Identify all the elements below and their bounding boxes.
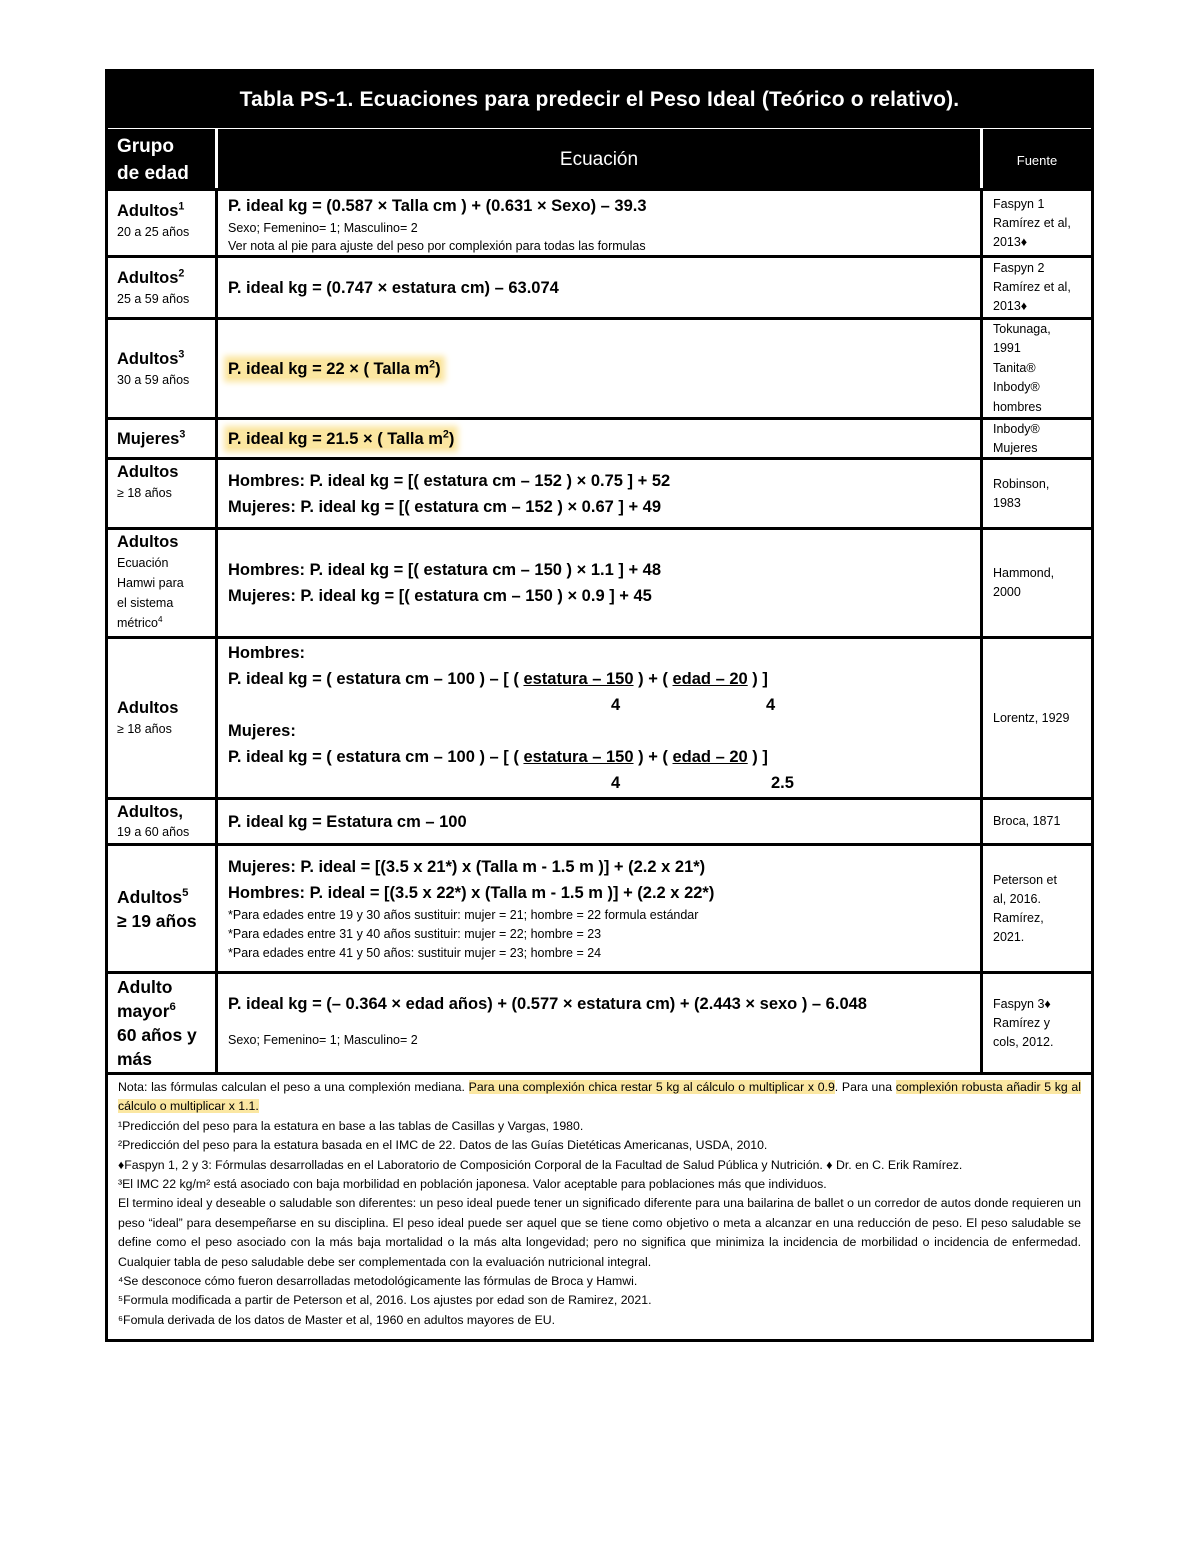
source-cell: [983, 639, 1091, 797]
source-line: Peterson et: [993, 872, 1057, 887]
group-cell: [108, 974, 218, 1072]
source-line: Robinson,: [993, 476, 1050, 491]
equation-women: [228, 744, 980, 770]
numerator: estatura – 150: [523, 670, 634, 688]
age-range: ≥ 19 años: [117, 910, 197, 931]
group-name: mayor: [117, 1001, 170, 1021]
age-range: 20 a 25 años: [117, 225, 190, 239]
denominator: 4: [611, 774, 621, 792]
equation-text: P. ideal kg = 21.5 × ( Talla m: [228, 429, 443, 448]
equation-text: P. ideal kg = ( estatura cm – 100 ) – [ (: [228, 670, 524, 688]
equation-cell: [218, 530, 983, 636]
table-row: [108, 188, 1091, 255]
source-cell: [983, 974, 1091, 1072]
footnote-2: ²Predicción del peso para la estatura basada en el IMC de 22. Datos de las Guías Dietéticas Americanas, USDA, 2010.: [118, 1138, 768, 1153]
source-line: Tokunaga,: [993, 321, 1051, 336]
table-row: [108, 317, 1091, 417]
table-row: [108, 797, 1091, 843]
source-line: Ramírez y: [993, 1015, 1050, 1030]
equation-women: Mujeres: P. ideal = [(3.5 x 21*) x (Talla m - 1.5 m )] + (2.2 x 21*): [228, 858, 706, 876]
source-line: Ramírez et al,: [993, 280, 1071, 294]
equation-note: Sexo; Femenino= 1; Masculino= 2: [228, 1033, 418, 1047]
equation-text: ): [435, 359, 441, 378]
source-cell: [983, 420, 1091, 457]
equation-cell: [218, 460, 983, 527]
equation-men: Hombres: P. ideal kg = [( estatura cm – 150 ) × 1.1 ] + 48: [228, 561, 662, 579]
equation: P. ideal kg = (0.587 × Talla cm ) + (0.631 × Sexo) – 39.3: [228, 197, 647, 215]
equation-women-label: Mujeres:: [228, 722, 296, 740]
footnote-1: ¹Predicción del peso para la estatura en base a las tablas de Casillas y Vargas, 1980.: [118, 1118, 584, 1133]
header-source: [983, 129, 1091, 191]
source-line: 2013♦: [993, 299, 1028, 313]
group-name: Adultos: [117, 886, 183, 907]
age-range: 19 a 60 años: [117, 825, 190, 839]
group-name: Adultos: [117, 533, 179, 551]
exponent: 2: [429, 358, 436, 370]
group-cell: [108, 846, 218, 971]
note-text: Nota: las fórmulas calculan el peso a una complexión mediana.: [118, 1080, 469, 1094]
group-cell: [108, 800, 218, 843]
denominators: [228, 770, 980, 796]
footnote-mark: 6: [169, 1001, 176, 1014]
source-line: hombres: [993, 399, 1042, 414]
numerator: estatura – 150: [523, 748, 634, 766]
age-range: 30 a 59 años: [117, 372, 190, 387]
group-name: Adultos,: [117, 803, 183, 821]
equation-men: [228, 666, 980, 692]
source-line: 1991: [993, 341, 1021, 356]
group-name: Adultos: [117, 463, 179, 481]
header-group: [108, 129, 218, 191]
numerator: edad – 20: [672, 670, 748, 688]
equation-note: *Para edades entre 41 y 50 años: sustituir mujer = 23; hombre = 24: [228, 946, 602, 960]
footnote-mark: 3: [178, 348, 185, 360]
table-row: [108, 971, 1091, 1072]
table-row: [108, 527, 1091, 636]
source-line: Ramírez,: [993, 910, 1044, 925]
weight-equation-table: [105, 69, 1094, 1342]
equation-cell: [218, 320, 983, 417]
header-group-line1: Grupo: [117, 136, 174, 157]
source-line: 1983: [993, 495, 1021, 510]
age-range: ≥ 18 años: [117, 722, 172, 736]
source-cell: [983, 191, 1091, 255]
equation-text: ) ]: [747, 748, 768, 766]
group-cell: [108, 420, 218, 457]
source-line: Tanita®: [993, 360, 1036, 375]
footnotes: [108, 1072, 1091, 1330]
footnote-6: ⁶Fomula derivada de los datos de Master et al, 1960 en adultos mayores de EU.: [118, 1312, 556, 1327]
equation-women: Mujeres: P. ideal kg = [( estatura cm – 150 ) × 0.9 ] + 45: [228, 587, 652, 605]
table-row: [108, 417, 1091, 457]
group-detail: el sistema: [117, 596, 174, 610]
note-text: . Para una: [834, 1080, 896, 1094]
footnote-3: ³El IMC 22 kg/m² está asociado con baja morbilidad en población japonesa. Valor aceptable para poblaciones más que individuos.: [118, 1177, 827, 1192]
header-equation-label: Ecuación: [559, 149, 639, 170]
source-cell: [983, 530, 1091, 636]
source-cell: [983, 846, 1091, 971]
equation-note: Ver nota al pie para ajuste del peso por complexión para todas las formulas: [228, 239, 646, 253]
source-cell: [983, 258, 1091, 317]
equation-note: Sexo; Femenino= 1; Masculino= 2: [228, 221, 418, 235]
denominator: 4: [766, 696, 776, 714]
group-name: Adulto: [117, 977, 173, 997]
equation-text: P. ideal kg = 22 × ( Talla m: [228, 359, 430, 378]
equation-women: Mujeres: P. ideal kg = [( estatura cm – 152 ) × 0.67 ] + 49: [228, 497, 662, 516]
equation-cell: [218, 420, 983, 457]
source-line: Inbody®: [993, 380, 1040, 395]
denominators: [228, 692, 980, 718]
footnote-mark: 1: [178, 200, 185, 213]
equation-text: P. ideal kg = ( estatura cm – 100 ) – [ (: [228, 748, 524, 766]
table-row: [108, 255, 1091, 317]
group-cell: [108, 191, 218, 255]
equation: P. ideal kg = (– 0.364 × edad años) + (0.577 × estatura cm) + (2.443 × sexo ) – 6.048: [228, 995, 867, 1013]
footnote-mark: 3: [179, 428, 186, 440]
table-row: [108, 843, 1091, 971]
equation-highlighted: [228, 426, 980, 452]
equation-text: ) + (: [633, 670, 673, 688]
group-name: Adultos: [117, 202, 179, 220]
header-source-label: Fuente: [1016, 152, 1058, 168]
group-name: Mujeres: [117, 429, 180, 448]
source-line: 2000: [993, 585, 1021, 599]
equation-highlighted: [228, 356, 980, 382]
age-range: 60 años y: [117, 1025, 197, 1045]
equation-cell: [218, 846, 983, 971]
table-title: Tabla PS-1. Ecuaciones para predecir el Peso Ideal (Teórico o relativo).: [108, 72, 1091, 128]
source-line: Faspyn 2: [993, 261, 1045, 275]
equation-men: Hombres: P. ideal kg = [( estatura cm – 152 ) × 0.75 ] + 52: [228, 471, 671, 490]
age-range: más: [117, 1049, 153, 1069]
source-line: Faspyn 3♦: [993, 996, 1051, 1011]
footnote-mark: 5: [182, 886, 189, 899]
equation-cell: [218, 639, 983, 797]
source-line: cols, 2012.: [993, 1034, 1054, 1049]
numerator: edad – 20: [672, 748, 748, 766]
equation-cell: [218, 974, 983, 1072]
note-highlight: Para una complexión chica restar 5 kg al cálculo o multiplicar x 0.9: [468, 1080, 835, 1094]
group-name: Adultos: [117, 268, 179, 287]
group-name: Adultos: [117, 699, 179, 717]
footnote-mark: 2: [178, 267, 185, 279]
group-detail: métrico: [117, 616, 158, 630]
equation-cell: [218, 800, 983, 843]
source-line: al, 2016.: [993, 891, 1041, 906]
equation-text: ) ]: [747, 670, 768, 688]
age-range: 25 a 59 años: [117, 291, 190, 306]
group-name: Adultos: [117, 349, 179, 368]
footnote-faspyn: ♦Faspyn 1, 2 y 3: Fórmulas desarrolladas en el Laboratorio de Composición Corporal de la Facultad de Salud Pública y Nutrición. ♦ Dr. en C. Erik Ramírez.: [118, 1157, 963, 1172]
source-line: 2013♦: [993, 234, 1028, 249]
source-cell: [983, 320, 1091, 417]
footnote-mark: 4: [157, 614, 163, 624]
note-complexion: [118, 1078, 1081, 1117]
group-cell: [108, 320, 218, 417]
footnote-4: ⁴Se desconoce cómo fueron desarrolladas metodológicamente las fórmulas de Broca y Hamwi.: [118, 1274, 638, 1289]
group-cell: [108, 258, 218, 317]
source-cell: [983, 800, 1091, 843]
denominator: 2.5: [771, 774, 794, 792]
equation-men-label: Hombres:: [228, 644, 306, 662]
equation-note: *Para edades entre 31 y 40 años sustituir: mujer = 22; hombre = 23: [228, 927, 602, 941]
equation: P. ideal kg = (0.747 × estatura cm) – 63.074: [228, 278, 559, 297]
source-cell: [983, 460, 1091, 527]
header-group-line2: de edad: [117, 163, 189, 184]
group-cell: [108, 460, 218, 527]
equation-men: Hombres: P. ideal = [(3.5 x 22*) x (Talla m - 1.5 m )] + (2.2 x 22*): [228, 884, 715, 902]
equation-note: *Para edades entre 19 y 30 años sustituir: mujer = 21; hombre = 22 formula estándar: [228, 908, 699, 922]
table-row: [108, 636, 1091, 797]
source-line: Hammond,: [993, 566, 1055, 580]
footnote-5: ⁵Formula modificada a partir de Peterson et al, 2016. Los ajustes por edad son de Ramirez, 2021.: [118, 1293, 652, 1308]
source-line: Lorentz, 1929: [993, 710, 1070, 725]
group-cell: [108, 639, 218, 797]
equation-cell: [218, 191, 983, 255]
source-line: Faspyn 1: [993, 196, 1045, 211]
source-line: Broca, 1871: [993, 814, 1061, 828]
age-range: ≥ 18 años: [117, 486, 172, 500]
header-equation: [218, 129, 983, 191]
source-line: Inbody®: [993, 421, 1040, 436]
note-highlight: complexión robusta añadir 5 kg al cálculo o multiplicar x 1.1.: [118, 1080, 1081, 1114]
source-line: 2021.: [993, 929, 1025, 944]
equation-text: ) + (: [633, 748, 673, 766]
denominator: 4: [611, 696, 621, 714]
note-ideal-vs-healthy: El termino ideal y deseable o saludable son diferentes: un peso ideal puede tener un significado diferente para una bailarina de ballet o un corredor de autos donde requieren un peso “ideal” para desempeñarse en su disciplina. El peso ideal puede ser aquel que se tiene como objetivo o meta a alcanzar en una reducción de peso. El peso saludable se define como el peso asociado con la más baja mortalidad o la más alta longevidad; pero no significa que minimiza la incidencia de morbilidad o incidencia de enfermedad. Cualquier tabla de peso saludable debe ser complementada con la evaluación nutricional integral.: [118, 1196, 1081, 1269]
source-line: Ramírez et al,: [993, 215, 1071, 230]
group-cell: [108, 530, 218, 636]
equation: P. ideal kg = Estatura cm – 100: [228, 812, 467, 831]
exponent: 2: [442, 428, 449, 440]
equation-cell: [218, 258, 983, 317]
source-line: Mujeres: [993, 440, 1038, 455]
equation-text: ): [448, 429, 455, 448]
table-row: [108, 457, 1091, 527]
group-detail: Ecuación: [117, 556, 169, 570]
group-detail: Hamwi para: [117, 576, 184, 590]
